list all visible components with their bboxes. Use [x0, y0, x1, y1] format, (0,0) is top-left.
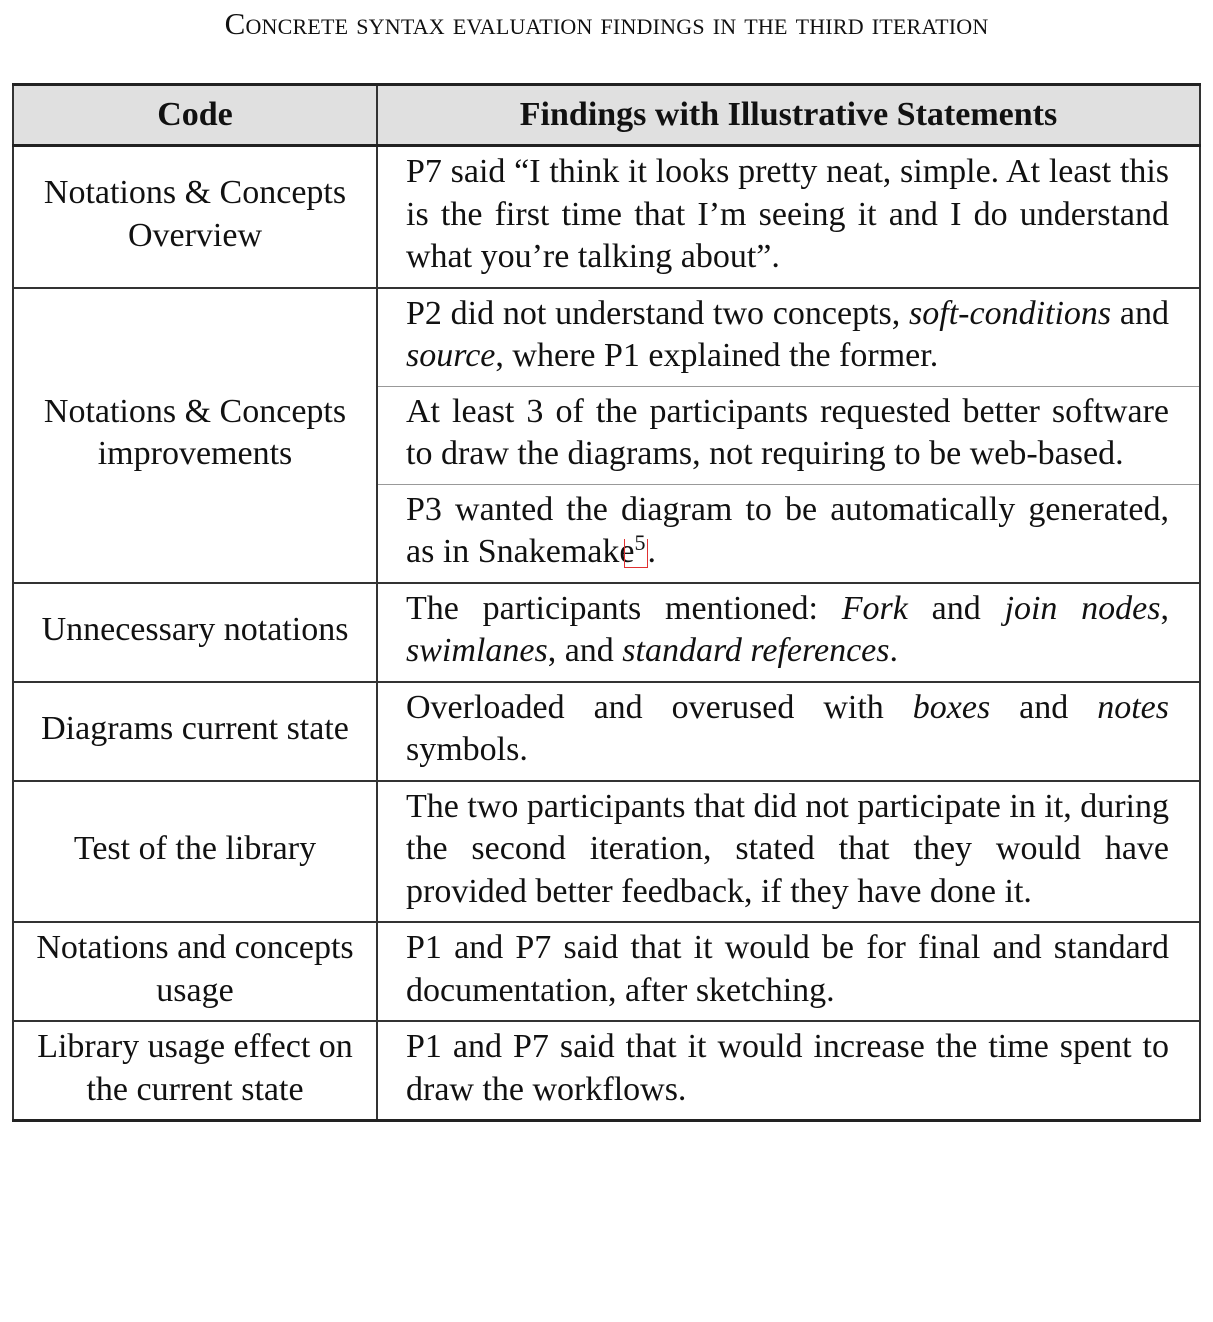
- finding-text: .: [647, 533, 656, 570]
- finding-cell: P7 said “I think it looks pretty neat, simple. At least this is the first time that I’m seeing it and I do understand what you’re talking about”.: [377, 146, 1200, 288]
- table-row: [13, 781, 1200, 923]
- finding-text: and: [907, 589, 1005, 627]
- header-row: [13, 85, 1200, 146]
- table-row: [13, 922, 1200, 1021]
- code-cell: Test of the library: [13, 781, 377, 923]
- table-caption: Concrete syntax evaluation findings in the third iteration: [224, 6, 989, 41]
- finding-text: The participants mentioned:: [406, 589, 842, 627]
- code-cell: Notations & Concepts Overview: [13, 146, 377, 288]
- finding-cell: P1 and P7 said that it would increase the time spent to draw the workflows.: [377, 1021, 1200, 1121]
- header-code: Code: [13, 85, 377, 146]
- finding-term: source: [406, 337, 496, 374]
- finding-term: soft-conditions: [909, 294, 1112, 332]
- finding-cell: P1 and P7 said that it would be for final and standard documentation, after sketching.: [377, 922, 1200, 1021]
- finding-text: Overloaded and overused with: [406, 688, 913, 726]
- footnote-link[interactable]: 5: [634, 529, 646, 555]
- finding-text: , and: [547, 632, 623, 669]
- table-row: [13, 682, 1200, 781]
- table-row: [13, 583, 1200, 682]
- finding-term: boxes: [912, 688, 991, 726]
- findings-table: [12, 83, 1201, 1122]
- finding-text: ,: [1160, 589, 1170, 627]
- finding-term: swimlanes: [406, 632, 548, 669]
- finding-text: and: [990, 688, 1098, 726]
- finding-cell: [377, 288, 1200, 387]
- header-findings: Findings with Illustrative Statements: [377, 85, 1200, 146]
- code-cell: Unnecessary notations: [13, 583, 377, 682]
- code-cell: Library usage effect on the current state: [13, 1021, 377, 1121]
- finding-text: .: [889, 632, 898, 669]
- finding-term: notes: [1097, 688, 1170, 726]
- code-cell: Notations & Concepts improvements: [13, 288, 377, 583]
- code-cell: Diagrams current state: [13, 682, 377, 781]
- finding-text: and: [1111, 294, 1169, 332]
- table-row: [13, 1021, 1200, 1121]
- finding-cell: [377, 682, 1200, 781]
- finding-term: Fork: [841, 589, 908, 627]
- finding-cell: At least 3 of the participants requested better software to draw the diagrams, not requiring to be web-based.: [377, 386, 1200, 484]
- finding-text: , where P1 explained the former.: [495, 337, 939, 374]
- finding-text: symbols.: [406, 731, 528, 768]
- table-row: [13, 288, 1200, 387]
- finding-term: standard references: [622, 632, 890, 669]
- finding-term: join nodes: [1004, 589, 1161, 627]
- finding-text: P2 did not understand two concepts,: [406, 294, 910, 332]
- code-cell: Notations and concepts usage: [13, 922, 377, 1021]
- finding-text: P3 wanted the diagram to be automatically generated, as in Snakemake: [406, 490, 1169, 570]
- finding-cell: [377, 583, 1200, 682]
- finding-cell: [377, 484, 1200, 583]
- table-row: [13, 146, 1200, 288]
- finding-cell: The two participants that did not participate in it, during the second iteration, stated that they would have provided better feedback, if they have done it.: [377, 781, 1200, 923]
